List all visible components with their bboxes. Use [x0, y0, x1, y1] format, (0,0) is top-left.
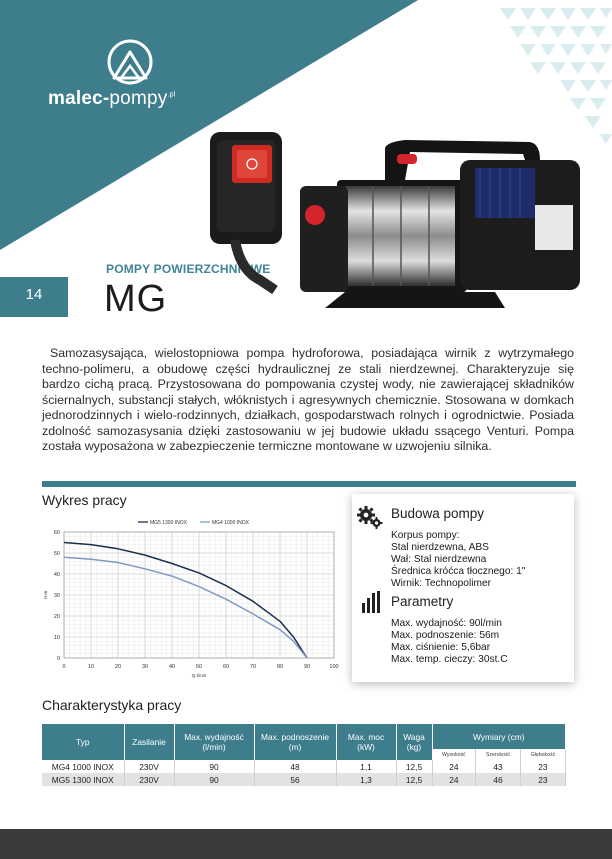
- cell-flow: 90: [174, 773, 254, 786]
- cell-supply: 230V: [124, 773, 174, 786]
- col-height: Wysokość: [432, 749, 476, 760]
- performance-chart: [38, 512, 348, 690]
- table-row: [42, 760, 566, 773]
- col-type: Typ: [42, 724, 124, 760]
- build-line: Korpus pompy:: [391, 530, 460, 541]
- cell-weight: 12,5: [396, 760, 432, 773]
- cell-power: 1,3: [336, 773, 396, 786]
- x-tick-label: 60: [222, 664, 230, 670]
- pump-product-image: [205, 120, 585, 320]
- pump-body-image: [300, 140, 580, 308]
- cell-type: MG4 1000 INOX: [42, 760, 124, 773]
- cell-power: 1,1: [336, 760, 396, 773]
- col-supply: Zasilanie: [124, 724, 174, 760]
- table-row: [42, 773, 566, 786]
- brand-name: malec-pompy$^{.pl}$: [48, 88, 176, 109]
- pressure-switch-image: [210, 132, 282, 290]
- x-tick-label: 90: [303, 664, 311, 670]
- category-label: POMPY POWIERZCHNIOWE: [106, 262, 271, 276]
- page-number: 14: [25, 286, 43, 303]
- footer-bar: [0, 829, 612, 859]
- cell-height: 24: [432, 773, 476, 786]
- build-line: Stal nierdzewna, ABS: [391, 542, 489, 553]
- col-width: Szerokość: [476, 749, 521, 760]
- y-tick-label: 40: [53, 572, 60, 578]
- cell-supply: 230V: [124, 760, 174, 773]
- col-dims: Wymiary (cm): [432, 724, 566, 749]
- y-tick-label: 20: [53, 614, 60, 620]
- x-tick-label: 0: [62, 664, 66, 670]
- bar-chart-icon: [362, 591, 382, 613]
- y-tick-label: 0: [56, 656, 60, 662]
- cell-type: MG5 1300 INOX: [42, 773, 124, 786]
- gears-icon: [357, 504, 383, 530]
- cell-weight: 12,5: [396, 773, 432, 786]
- cell-height: 24: [432, 760, 476, 773]
- cell-head: 48: [254, 760, 336, 773]
- param-line: Max. wydajność: 90l/min: [391, 618, 502, 629]
- x-tick-label: 20: [114, 664, 122, 670]
- y-tick-label: 60: [53, 530, 60, 536]
- cell-depth: 23: [520, 760, 565, 773]
- col-flow: Max. wydajność (l/min): [174, 724, 254, 760]
- legend-label: MG4 1000 INOX: [212, 520, 249, 526]
- build-heading: Budowa pompy: [391, 506, 485, 521]
- legend-label: MG5 1300 INOX: [150, 520, 187, 526]
- table-section-title: Charakterystyka pracy: [42, 697, 182, 713]
- params-heading: Parametry: [391, 594, 454, 609]
- y-tick-label: 10: [53, 635, 60, 641]
- x-tick-label: 30: [141, 664, 149, 670]
- param-line: Max. podnoszenie: 56m: [391, 630, 500, 641]
- x-tick-label: 80: [276, 664, 284, 670]
- col-depth: Głębokość: [520, 749, 565, 760]
- x-axis-label: Q-l/min: [191, 673, 207, 678]
- col-head: Max. podnoszenie (m): [254, 724, 336, 760]
- build-line: Wirnik: Technopolimer: [391, 578, 492, 589]
- cell-width: 43: [476, 760, 521, 773]
- x-tick-label: 50: [195, 664, 203, 670]
- param-line: Max. temp. cieczy: 30st.C: [391, 654, 508, 665]
- y-axis-label: H-m: [43, 590, 48, 600]
- section-divider: [42, 481, 576, 487]
- build-line: Średnica króćca tłocznego: 1": [391, 566, 526, 577]
- spec-table: [42, 724, 566, 786]
- build-line: Wał: Stal nierdzewna: [391, 554, 487, 565]
- col-power: Max. moc (kW): [336, 724, 396, 760]
- x-tick-label: 70: [249, 664, 257, 670]
- cell-head: 56: [254, 773, 336, 786]
- y-tick-label: 30: [53, 593, 60, 599]
- chart-section-title: Wykres pracy: [42, 492, 127, 508]
- x-tick-label: 100: [329, 664, 339, 670]
- cell-flow: 90: [174, 760, 254, 773]
- param-line: Max. ciśnienie: 5,6bar: [391, 642, 491, 653]
- model-title: MG: [104, 278, 168, 320]
- x-tick-label: 10: [87, 664, 95, 670]
- x-tick-label: 40: [168, 664, 176, 670]
- y-tick-label: 50: [53, 551, 60, 557]
- product-description: Samozasysająca, wielostopniowa pompa hydroforowa, posiadająca wirnik z wytrzymałego techno-polimeru, a obudowę części hydraulicznej ze stali nierdzewnej. Charakteryzuje się bardzo cichą pracą. Przystosowana do pompowania czystej wody, nie zawierającej składników ściernalnych, substancji stałych, włóknistych i agresywnych chemicznie. Stosowana w domkach jednorodzinnych i wielo-rodzinnych, działkach, gospodarstwach rolnych i ogrodnictwie. Posiada zdolność samozasysania dzięki zastosowaniu w jej budowie układu ssącego Venturi. Pompa została wyposażona w zabezpieczenie termiczne montowane w uzwojeniu silnika.: [42, 346, 574, 453]
- col-weight: Waga (kg): [396, 724, 432, 760]
- cell-width: 46: [476, 773, 521, 786]
- cell-depth: 23: [520, 773, 565, 786]
